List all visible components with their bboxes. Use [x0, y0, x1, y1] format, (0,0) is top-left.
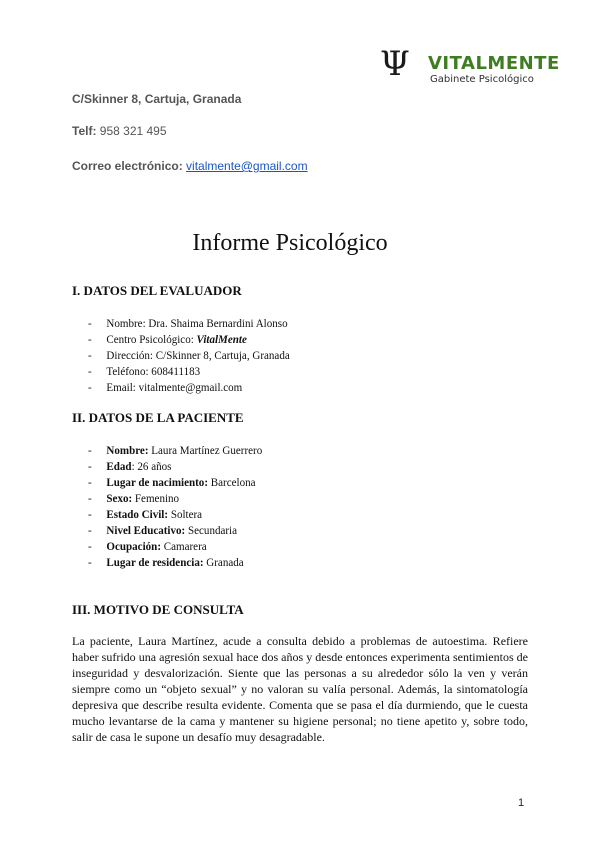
phone-label: Telf:	[72, 124, 97, 138]
list-item	[88, 554, 262, 570]
item-value: Femenino	[134, 491, 180, 505]
item-label: Dirección:	[106, 348, 154, 362]
evaluator-list	[88, 315, 290, 395]
item-value: Granada	[206, 555, 244, 569]
item-value: Secundaria	[187, 523, 238, 537]
page-number: 1	[518, 797, 525, 809]
item-label: Centro Psicológico:	[106, 332, 194, 346]
email-link[interactable]: vitalmente@gmail.com	[186, 159, 308, 173]
item-label: Lugar de nacimiento:	[106, 475, 209, 489]
section2-heading: II. DATOS DE LA PACIENTE	[72, 410, 244, 425]
phone-value: 958 321 495	[99, 124, 167, 138]
psi-logo-icon: Ψ	[380, 44, 410, 84]
patient-list	[88, 442, 262, 570]
list-item	[88, 315, 290, 331]
item-value: Dra. Shaima Bernardini Alonso	[148, 316, 288, 330]
item-value: Camarera	[163, 539, 207, 553]
item-value: : 26 años	[131, 459, 172, 473]
item-value: vitalmente@gmail.com	[138, 380, 243, 394]
list-item	[88, 522, 262, 538]
item-label: Teléfono:	[106, 364, 149, 378]
item-label: Estado Civil:	[106, 507, 169, 521]
list-item	[88, 490, 262, 506]
item-label: Lugar de residencia:	[106, 555, 204, 569]
list-item	[88, 474, 262, 490]
page-title: Informe Psicológico	[192, 230, 388, 256]
email-label: Correo electrónico:	[72, 159, 183, 173]
item-value: Laura Martínez Guerrero	[151, 443, 263, 457]
section1-heading: I. DATOS DEL EVALUADOR	[72, 283, 242, 298]
item-label: Sexo:	[106, 491, 133, 505]
item-value: C/Skinner 8, Cartuja, Granada	[155, 348, 290, 362]
item-value: VitalMente	[196, 332, 247, 346]
item-label: Nombre:	[106, 443, 149, 457]
logo-subtitle: Gabinete Psicológico	[430, 74, 534, 85]
consultation-paragraph: La paciente, Laura Martínez, acude a consulta debido a problemas de autoestima. Refiere haber sufrido una agresión sexual hace dos años y desde entonces experimenta sentimientos de inseguridad y desvalorización. Siente que las personas a su alrededor sólo la ven y verán siempre como un “objeto sexual” y no valoran su valía personal. Además, la sintomatología depresiva que describe resulta evidente. Comenta que se pasa el día durmiendo, que le cuesta mucho levantarse de la cama y mantener su higiene personal; no tiene apetito y, sobre todo, salir de casa le supone un desafío muy desagradable.	[72, 634, 528, 744]
list-item	[88, 538, 262, 554]
list-item	[88, 506, 262, 522]
list-item	[88, 347, 290, 363]
list-item	[88, 363, 290, 379]
logo-brand-name: VITALMENTE	[428, 53, 560, 74]
item-label: Edad	[106, 459, 132, 473]
list-item	[88, 458, 262, 474]
header-address: C/Skinner 8, Cartuja, Granada	[72, 92, 242, 106]
item-label: Nombre:	[106, 316, 146, 330]
item-value: Soltera	[170, 507, 203, 521]
item-label: Email:	[106, 380, 136, 394]
item-label: Nivel Educativo:	[106, 523, 186, 537]
list-item	[88, 331, 290, 347]
item-value: 608411183	[151, 364, 201, 378]
list-item	[88, 442, 262, 458]
item-value: Barcelona	[210, 475, 256, 489]
section3-heading: III. MOTIVO DE CONSULTA	[72, 602, 244, 617]
header-email	[72, 159, 308, 173]
header-phone	[72, 124, 167, 138]
list-item	[88, 379, 290, 395]
item-label: Ocupación:	[106, 539, 161, 553]
logo	[380, 44, 580, 90]
